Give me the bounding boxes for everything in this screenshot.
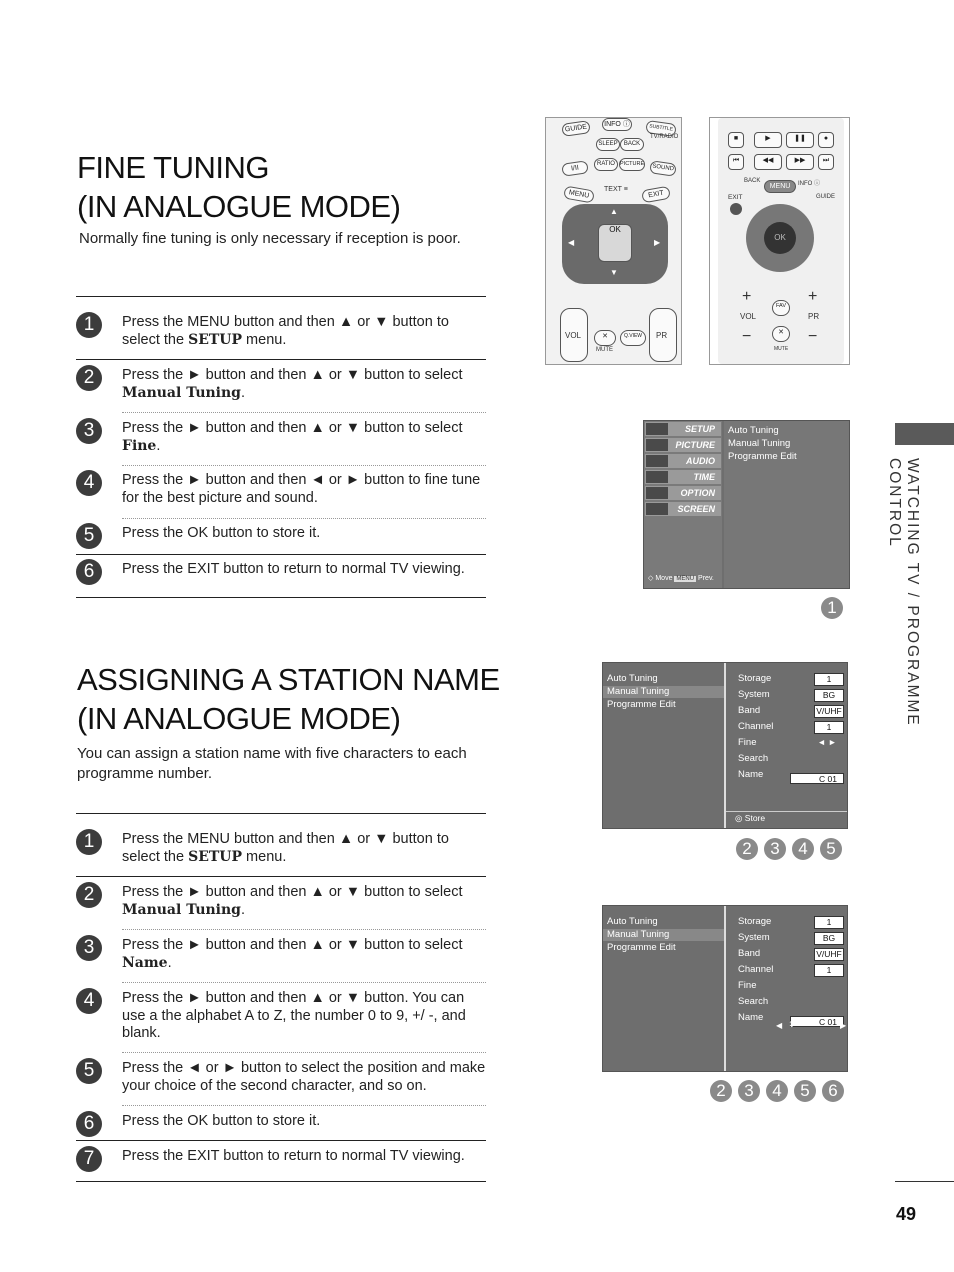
record-icon: ● bbox=[818, 132, 834, 148]
move-icon: ◇ bbox=[648, 575, 654, 582]
menu-thumbnail-icon bbox=[646, 487, 668, 499]
field-value-storage: 1 bbox=[814, 673, 844, 686]
step-number: 6 bbox=[76, 559, 102, 585]
text-label: TEXT ≡ bbox=[604, 186, 628, 193]
step-text-end: . bbox=[240, 384, 245, 401]
step-2 bbox=[76, 882, 486, 919]
step-badge: 4 bbox=[766, 1080, 788, 1102]
field-value-band: V/UHF bbox=[814, 705, 844, 718]
prev-label: Prev. bbox=[698, 575, 714, 582]
divider bbox=[76, 1140, 486, 1141]
divider bbox=[76, 1181, 486, 1182]
dotted-divider bbox=[122, 982, 486, 983]
ok-button bbox=[598, 224, 632, 262]
divider bbox=[76, 876, 486, 877]
left-arrow-icon: ◀ bbox=[568, 238, 575, 247]
menu-item-option: OPTION bbox=[645, 486, 721, 500]
vol-label: VOL bbox=[740, 312, 757, 321]
step-badge: 5 bbox=[820, 838, 842, 860]
step-text-main: Press the EXIT button to return to normal TV viewing. bbox=[122, 1148, 465, 1164]
left-menu-item: Manual Tuning bbox=[607, 929, 670, 940]
step-5 bbox=[76, 523, 486, 549]
field-label-name: Name bbox=[738, 1012, 764, 1023]
play-icon: ▶ bbox=[754, 132, 782, 148]
step-text bbox=[122, 1058, 486, 1095]
back-label: BACK bbox=[744, 178, 761, 184]
menu-button: MENU bbox=[764, 180, 796, 193]
step-badge: 5 bbox=[794, 1080, 816, 1102]
field-value-band: V/UHF bbox=[814, 948, 844, 961]
remote-right-illustration bbox=[709, 117, 850, 365]
vol-minus-icon: − bbox=[742, 328, 752, 345]
exit-button: EXIT bbox=[641, 186, 671, 204]
field-label-fine: Fine bbox=[738, 737, 757, 748]
step-number: 6 bbox=[76, 1111, 102, 1137]
field-label-fine: Fine bbox=[738, 980, 757, 991]
step-text bbox=[122, 312, 486, 349]
page-number: 49 bbox=[896, 1204, 917, 1224]
step-text-bold: Manual Tuning bbox=[122, 384, 241, 401]
step-3 bbox=[76, 418, 486, 455]
menu-button: MENU bbox=[563, 185, 595, 203]
step-3 bbox=[76, 935, 486, 972]
field-label-channel: Channel bbox=[738, 964, 774, 975]
store-footer bbox=[735, 813, 765, 824]
ok-button: OK bbox=[764, 222, 796, 254]
dotted-divider bbox=[122, 1052, 486, 1053]
step-number: 7 bbox=[76, 1146, 102, 1172]
mute-icon: ✕ bbox=[772, 326, 790, 342]
section1-title-line2: (IN ANALOGUE MODE) bbox=[77, 189, 401, 224]
section1-intro: Normally fine tuning is only necessary if reception is poor. bbox=[79, 230, 461, 247]
back-button: BACK bbox=[620, 138, 644, 151]
step-5 bbox=[76, 1058, 486, 1095]
left-menu-item: Manual Tuning bbox=[607, 686, 670, 697]
field-label-search: Search bbox=[738, 996, 769, 1007]
divider bbox=[76, 359, 486, 360]
navigation-pad bbox=[562, 204, 668, 284]
step-text-end: . bbox=[240, 901, 245, 918]
dotted-divider bbox=[122, 929, 486, 930]
step-text-bold: Fine bbox=[122, 437, 157, 454]
field-label-channel: Channel bbox=[738, 721, 774, 732]
pr-plus-icon: + bbox=[808, 288, 818, 305]
section1-title bbox=[77, 148, 400, 226]
dotted-divider bbox=[122, 412, 486, 413]
section2-title-line2: (IN ANALOGUE MODE) bbox=[77, 701, 401, 736]
right-arrow-icon: ▶ bbox=[654, 238, 661, 247]
step-badge: 4 bbox=[792, 838, 814, 860]
menu-thumbnail-icon bbox=[646, 455, 668, 467]
store-label: Store bbox=[744, 813, 766, 823]
step-text-bold: SETUP bbox=[188, 331, 243, 348]
forward-icon: ▶▶ bbox=[786, 154, 814, 170]
step-text bbox=[122, 882, 486, 919]
fav-button: FAV bbox=[772, 300, 790, 316]
menu-item-picture: PICTURE bbox=[645, 438, 721, 452]
field-value-name: C 01 bbox=[790, 773, 844, 784]
navigation-ring bbox=[746, 204, 814, 272]
info-label: INFO ⓘ bbox=[798, 181, 820, 187]
field-value-channel: 1 bbox=[814, 721, 844, 734]
step-text-end: menu. bbox=[242, 848, 287, 865]
step-6 bbox=[76, 559, 486, 585]
vol-rocker bbox=[560, 308, 588, 362]
field-value-fine: ◄ ► bbox=[817, 737, 837, 747]
mute-icon: ✕ bbox=[594, 330, 616, 346]
field-label-storage: Storage bbox=[738, 916, 772, 927]
step-text-main: Press the ► button and then ▲ or ▼ button. You can use a the alphabet A to Z, the number 0 to 9, +/ -, and blank. bbox=[122, 990, 466, 1041]
down-arrow-icon: ▼ bbox=[610, 268, 618, 277]
step-text-main: Press the ► button and then ▲ or ▼ button to select bbox=[122, 937, 463, 953]
step-6 bbox=[76, 1111, 486, 1137]
divider bbox=[76, 296, 486, 297]
step-number: 2 bbox=[76, 882, 102, 908]
pr-label: PR bbox=[808, 312, 820, 321]
step-badge: 2 bbox=[710, 1080, 732, 1102]
name-right-arrow-icon: ▶ bbox=[840, 1021, 847, 1030]
step-text bbox=[122, 935, 486, 972]
vol-label: VOL bbox=[565, 331, 582, 340]
step-text bbox=[122, 1146, 465, 1166]
step-text-main: Press the ► button and then ◄ or ► button to fine tune for the best picture and sound. bbox=[122, 472, 481, 506]
field-value-channel: 1 bbox=[814, 964, 844, 977]
step-number: 5 bbox=[76, 1058, 102, 1084]
footer-divider bbox=[726, 811, 847, 812]
step-1 bbox=[76, 829, 486, 866]
tvradio-label: TV/RADIO bbox=[650, 134, 679, 140]
step-text-bold: Manual Tuning bbox=[122, 901, 241, 918]
sound-button: SOUND bbox=[649, 160, 677, 176]
menu-key: MENU bbox=[676, 576, 695, 582]
step-number: 5 bbox=[76, 523, 102, 549]
step-text bbox=[122, 365, 486, 402]
field-label-band: Band bbox=[738, 948, 761, 959]
station-name-screen bbox=[602, 905, 848, 1072]
step-number: 4 bbox=[76, 988, 102, 1014]
submenu-item: Auto Tuning bbox=[728, 425, 779, 436]
move-label: Move bbox=[655, 575, 673, 582]
sidebar-tab bbox=[895, 423, 954, 445]
page-rule bbox=[895, 1181, 954, 1182]
menu-item-setup: SETUP bbox=[645, 422, 721, 436]
pause-icon: ❚❚ bbox=[786, 132, 814, 148]
screen-footer bbox=[648, 574, 714, 582]
step-text bbox=[122, 559, 465, 579]
menu-thumbnail-icon bbox=[646, 503, 668, 515]
skip-back-icon: ⏮ bbox=[728, 154, 744, 170]
menu-thumbnail-icon bbox=[646, 471, 668, 483]
sidebar-title: WATCHING TV / PROGRAMME CONTROL bbox=[886, 458, 921, 727]
section2-title-line1: ASSIGNING A STATION NAME bbox=[77, 662, 500, 697]
info-button: INFO ⓘ bbox=[602, 118, 632, 131]
step-text bbox=[122, 523, 320, 543]
divider bbox=[76, 597, 486, 598]
field-label-system: System bbox=[738, 689, 770, 700]
menu-item-audio: AUDIO bbox=[645, 454, 721, 468]
pr-label: PR bbox=[656, 331, 668, 340]
ratio-button: RATIO bbox=[594, 158, 618, 171]
step-4 bbox=[76, 470, 486, 507]
step-badge: 1 bbox=[821, 597, 843, 619]
step-badge: 3 bbox=[738, 1080, 760, 1102]
pr-minus-icon: − bbox=[808, 328, 818, 345]
field-label-search: Search bbox=[738, 753, 769, 764]
field-label-band: Band bbox=[738, 705, 761, 716]
vol-plus-icon: + bbox=[742, 288, 752, 305]
step-badge: 3 bbox=[764, 838, 786, 860]
picture-button: PICTURE bbox=[619, 158, 645, 171]
step-text-main: Press the MENU button and then ▲ or ▼ button to select the bbox=[122, 314, 449, 348]
step-number: 1 bbox=[76, 829, 102, 855]
subtitle-button: SUBTITLE bbox=[645, 120, 677, 137]
step-2 bbox=[76, 365, 486, 402]
step-number: 1 bbox=[76, 312, 102, 338]
guide-label: GUIDE bbox=[816, 194, 836, 200]
step-text bbox=[122, 1111, 320, 1131]
menu-item-screen: SCREEN bbox=[645, 502, 721, 516]
step-number: 3 bbox=[76, 935, 102, 961]
ok-label: OK bbox=[609, 225, 621, 234]
rewind-icon: ◀◀ bbox=[754, 154, 782, 170]
step-7 bbox=[76, 1146, 486, 1172]
left-menu-item: Programme Edit bbox=[607, 942, 676, 953]
step-number: 4 bbox=[76, 470, 102, 496]
step-text-main: Press the ► button and then ▲ or ▼ button to select bbox=[122, 420, 463, 436]
menu-item-time: TIME bbox=[645, 470, 721, 484]
step-text-end: menu. bbox=[242, 331, 287, 348]
section2-title bbox=[77, 660, 500, 738]
up-arrow-icon: ▲ bbox=[610, 207, 618, 216]
menu-thumbnail-icon bbox=[646, 423, 668, 435]
dotted-divider bbox=[122, 1105, 486, 1106]
step-text-main: Press the MENU button and then ▲ or ▼ button to select the bbox=[122, 831, 449, 865]
name-left-arrow-icon: ◀ bbox=[776, 1021, 783, 1030]
step-text bbox=[122, 418, 486, 455]
step-4 bbox=[76, 988, 486, 1043]
step-text-bold: Name bbox=[122, 954, 168, 971]
remote-left-illustration bbox=[545, 117, 682, 365]
dotted-divider bbox=[122, 518, 486, 519]
left-menu-item: Auto Tuning bbox=[607, 916, 658, 927]
mute-label: MUTE bbox=[774, 346, 789, 352]
step-text-main: Press the EXIT button to return to normal TV viewing. bbox=[122, 561, 465, 577]
exit-button bbox=[730, 203, 742, 215]
submenu-item: Programme Edit bbox=[728, 451, 797, 462]
left-menu-item: Auto Tuning bbox=[607, 673, 658, 684]
setup-menu-screen bbox=[643, 420, 850, 589]
section2-intro: You can assign a station name with five characters to each programme number. bbox=[77, 745, 467, 782]
left-menu-item: Programme Edit bbox=[607, 699, 676, 710]
step-badge: 2 bbox=[736, 838, 758, 860]
field-label-name: Name bbox=[738, 769, 764, 780]
step-text-main: Press the OK button to store it. bbox=[122, 525, 321, 541]
step-number: 3 bbox=[76, 418, 102, 444]
guide-button: GUIDE bbox=[561, 120, 591, 137]
ok-icon: ◎ bbox=[735, 813, 743, 823]
step-number: 2 bbox=[76, 365, 102, 391]
field-value-system: BG bbox=[814, 689, 844, 702]
mute-label: MUTE bbox=[596, 347, 613, 353]
pr-rocker bbox=[649, 308, 677, 362]
dual-button: I/II bbox=[561, 160, 589, 176]
divider bbox=[76, 554, 486, 555]
sleep-button: SLEEP bbox=[596, 138, 620, 151]
submenu-item: Manual Tuning bbox=[728, 438, 791, 449]
divider bbox=[76, 813, 486, 814]
step-text-main: Press the OK button to store it. bbox=[122, 1113, 321, 1129]
field-value-name: C 01 bbox=[790, 1016, 844, 1027]
field-label-system: System bbox=[738, 932, 770, 943]
menu-thumbnail-icon bbox=[646, 439, 668, 451]
step-badge: 6 bbox=[822, 1080, 844, 1102]
stop-icon: ■ bbox=[728, 132, 744, 148]
step-text-end: . bbox=[167, 954, 172, 971]
qview-button: Q.VIEW bbox=[620, 330, 646, 346]
field-value-storage: 1 bbox=[814, 916, 844, 929]
section1-title-line1: FINE TUNING bbox=[77, 150, 269, 185]
step-text bbox=[122, 829, 486, 866]
skip-forward-icon: ⏭ bbox=[818, 154, 834, 170]
name-updown-icon: ⬍ bbox=[788, 1019, 796, 1029]
exit-label: EXIT bbox=[728, 194, 743, 201]
step-text-main: Press the ► button and then ▲ or ▼ button to select bbox=[122, 884, 463, 900]
field-value-system: BG bbox=[814, 932, 844, 945]
fine-tuning-screen bbox=[602, 662, 848, 829]
step-text bbox=[122, 988, 486, 1043]
field-label-storage: Storage bbox=[738, 673, 772, 684]
step-text-main: Press the ► button and then ▲ or ▼ button to select bbox=[122, 367, 463, 383]
step-text bbox=[122, 470, 486, 507]
step-1 bbox=[76, 312, 486, 349]
step-text-bold: SETUP bbox=[188, 848, 243, 865]
dotted-divider bbox=[122, 465, 486, 466]
step-text-main: Press the ◄ or ► button to select the position and make your choice of the second character, and so on. bbox=[122, 1060, 486, 1094]
step-text-end: . bbox=[156, 437, 161, 454]
